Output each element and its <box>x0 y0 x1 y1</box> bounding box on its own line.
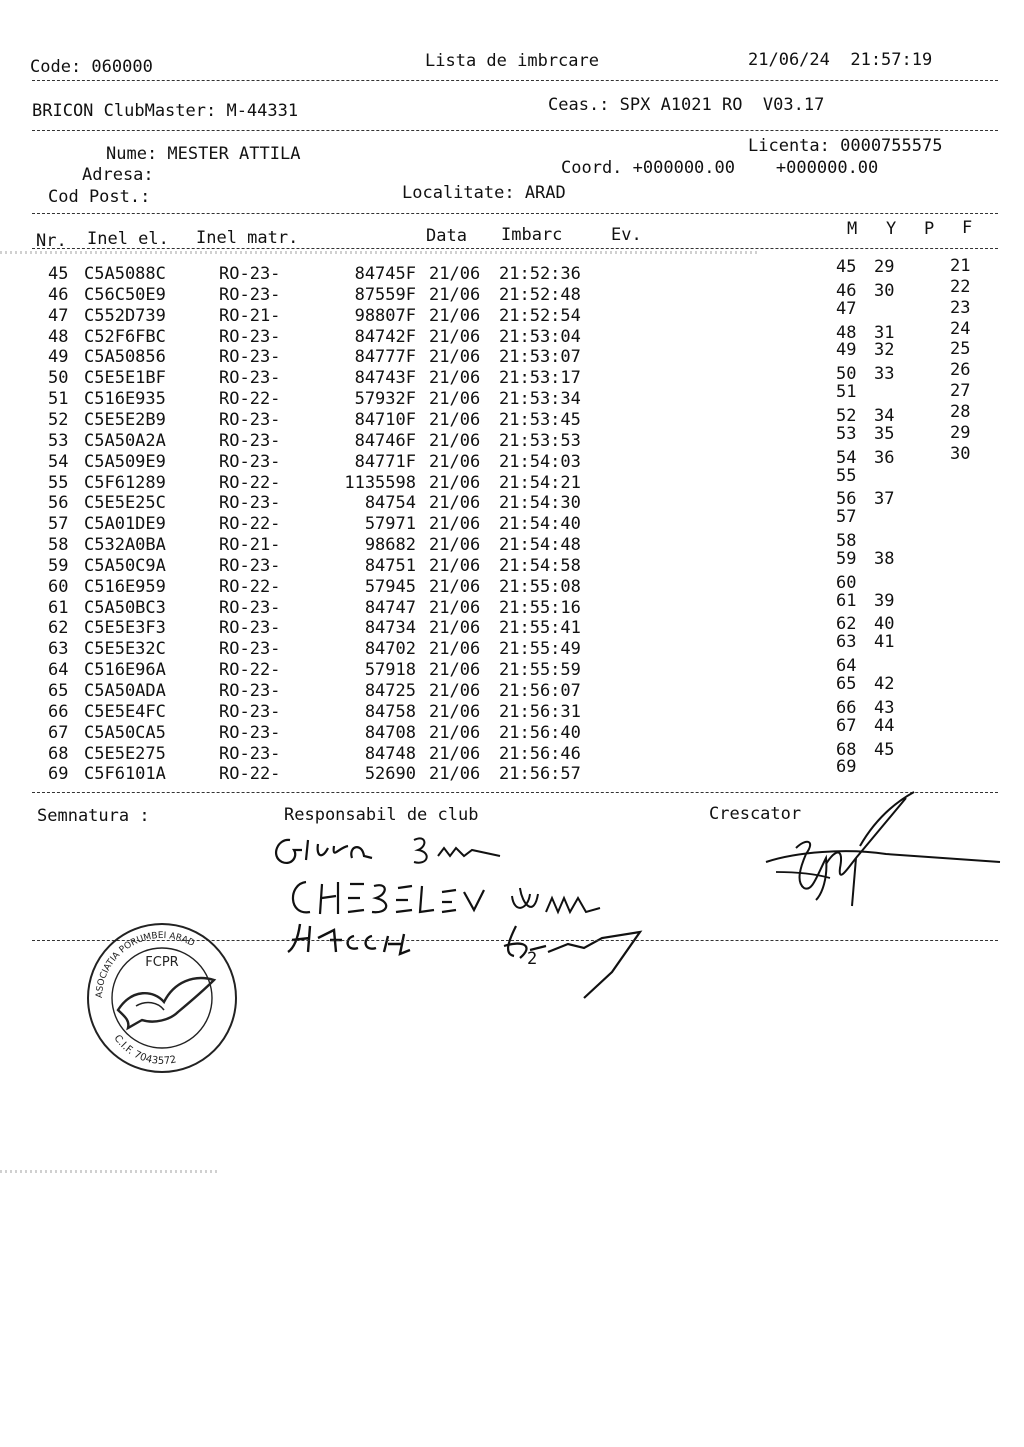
table-row <box>0 577 1024 598</box>
col-header-nr: Nr. <box>36 231 67 251</box>
cell-inel-matr: 84743F <box>354 368 416 389</box>
cell-date: 21/06 <box>429 284 481 305</box>
cell-time: 21:56:31 <box>499 701 581 722</box>
cell-time: 21:55:08 <box>499 576 581 597</box>
table-row <box>0 368 1024 389</box>
col-header-p: P <box>924 219 935 239</box>
cell-m: 49 <box>836 340 857 361</box>
stamp-center-text: FCPR <box>145 955 179 970</box>
cell-nr: 54 <box>48 451 69 472</box>
handwritten-signature-giura <box>268 826 518 872</box>
cell-inel-prefix: RO-22- <box>219 660 281 681</box>
cell-inel-el: C5A509E9 <box>84 451 166 472</box>
cell-time: 21:53:53 <box>499 430 581 451</box>
cell-inel-prefix: RO-22- <box>219 389 281 410</box>
cell-inel-prefix: RO-23- <box>219 326 281 347</box>
cell-time: 21:54:40 <box>499 514 581 535</box>
cell-m: 52 <box>836 405 857 426</box>
breeder-name: Nume: MESTER ATTILA <box>106 144 301 164</box>
cell-nr: 47 <box>48 305 69 326</box>
cell-inel-matr: 84777F <box>354 347 416 368</box>
cell-date: 21/06 <box>429 305 481 326</box>
document-title: Lista de imbrcare <box>425 51 599 71</box>
cell-nr: 49 <box>48 347 69 368</box>
cell-m: 67 <box>836 715 857 736</box>
table-row <box>0 327 1024 348</box>
cell-inel-matr: 98807F <box>354 305 416 326</box>
col-header-data: Data <box>426 226 467 246</box>
cell-time: 21:53:45 <box>499 409 581 430</box>
svg-text:C.I.F. 7043572 <box>111 1033 177 1067</box>
table-row <box>0 618 1024 639</box>
cell-date: 21/06 <box>429 264 481 284</box>
cell-nr: 46 <box>48 284 69 305</box>
table-row <box>0 514 1024 535</box>
cell-inel-matr: 1135598 <box>344 472 416 493</box>
cell-m: 64 <box>836 656 857 677</box>
cell-inel-matr: 84710F <box>354 409 416 430</box>
cell-y: 43 <box>874 697 895 718</box>
cell-y: 40 <box>874 614 895 635</box>
locality: Localitate: ARAD <box>402 183 566 203</box>
cell-m: 54 <box>836 447 857 468</box>
cell-nr: 53 <box>48 430 69 451</box>
club-master: BRICON ClubMaster: M-44331 <box>32 101 299 121</box>
cell-date: 21/06 <box>429 555 481 576</box>
table-row <box>0 702 1024 723</box>
cell-inel-el: C5A50A2A <box>84 430 166 451</box>
cell-y: 34 <box>874 405 895 426</box>
cell-nr: 61 <box>48 597 69 618</box>
cell-time: 21:56:07 <box>499 681 581 701</box>
cell-inel-el: C5A50C9A <box>84 555 166 576</box>
licence-number: Licenta: 0000755575 <box>748 136 943 156</box>
cell-inel-prefix: RO-23- <box>219 722 281 743</box>
cell-time: 21:55:49 <box>499 639 581 660</box>
cell-inel-el: C532A0BA <box>84 535 166 556</box>
cell-inel-matr: 84725 <box>364 681 416 701</box>
cell-f: 24 <box>950 318 971 339</box>
cell-y: 39 <box>874 590 895 611</box>
table-row <box>0 660 1024 681</box>
scan-noise <box>0 251 760 254</box>
cell-inel-el: C5E5E32C <box>84 639 166 660</box>
cell-inel-prefix: RO-23- <box>219 639 281 660</box>
cell-y: 30 <box>874 280 895 301</box>
cell-m: 61 <box>836 590 857 611</box>
cell-date: 21/06 <box>429 493 481 514</box>
cell-nr: 56 <box>48 493 69 514</box>
cell-time: 21:54:03 <box>499 451 581 472</box>
stamp-bottom-text: C.I.F. 7043572 <box>111 1033 178 1067</box>
cell-inel-prefix: RO-23- <box>219 618 281 639</box>
cell-m: 65 <box>836 674 857 694</box>
table-row <box>0 285 1024 306</box>
cell-inel-prefix: RO-23- <box>219 597 281 618</box>
table-row <box>0 681 1024 702</box>
cell-date: 21/06 <box>429 326 481 347</box>
cell-inel-prefix: RO-21- <box>219 535 281 556</box>
divider <box>32 80 998 81</box>
table-row <box>0 556 1024 577</box>
cell-inel-el: C5E5E25C <box>84 493 166 514</box>
print-datetime: 21/06/24 21:57:19 <box>748 50 933 70</box>
col-header-ev: Ev. <box>611 225 642 245</box>
cell-nr: 55 <box>48 472 69 493</box>
cell-inel-matr: 57932F <box>354 389 416 410</box>
table-row <box>0 473 1024 494</box>
cell-y: 31 <box>874 322 895 343</box>
cell-nr: 50 <box>48 368 69 389</box>
cell-inel-el: C5E5E2B9 <box>84 409 166 430</box>
cell-inel-el: C5E5E3F3 <box>84 618 166 639</box>
cell-inel-el: C5A5088C <box>84 264 166 284</box>
cell-nr: 58 <box>48 535 69 556</box>
cell-inel-prefix: RO-23- <box>219 681 281 701</box>
cell-date: 21/06 <box>429 764 481 785</box>
cell-inel-el: C5A01DE9 <box>84 514 166 535</box>
cell-m: 55 <box>836 465 857 486</box>
cell-date: 21/06 <box>429 618 481 639</box>
cell-time: 21:52:36 <box>499 264 581 284</box>
cell-time: 21:55:59 <box>499 660 581 681</box>
coordinates: Coord. +000000.00 +000000.00 <box>561 158 879 178</box>
page-number: 2 <box>527 949 538 969</box>
cell-inel-matr: 87559F <box>354 284 416 305</box>
cell-y: 42 <box>874 674 895 694</box>
cell-inel-matr: 57945 <box>364 576 416 597</box>
handwritten-signature-breeder <box>756 788 1006 908</box>
cell-nr: 66 <box>48 701 69 722</box>
cell-date: 21/06 <box>429 660 481 681</box>
cell-date: 21/06 <box>429 701 481 722</box>
col-header-m: M <box>847 219 858 239</box>
cell-m: 58 <box>836 531 857 552</box>
scan-noise <box>0 1170 220 1173</box>
signature-label: Semnatura : <box>37 806 150 826</box>
cell-inel-prefix: RO-23- <box>219 409 281 430</box>
cell-inel-el: C5A50856 <box>84 347 166 368</box>
cell-date: 21/06 <box>429 639 481 660</box>
cell-nr: 59 <box>48 555 69 576</box>
cell-f: 22 <box>950 276 971 297</box>
table-row <box>0 264 1024 285</box>
cell-inel-el: C52F6FBC <box>84 326 166 347</box>
cell-date: 21/06 <box>429 597 481 618</box>
cell-m: 45 <box>836 257 857 277</box>
cell-m: 60 <box>836 572 857 593</box>
clock-info: Ceas.: SPX A1021 RO V03.17 <box>548 95 825 115</box>
cell-nr: 52 <box>48 409 69 430</box>
cell-nr: 51 <box>48 389 69 410</box>
cell-m: 50 <box>836 364 857 385</box>
col-header-inel-el: Inel el. <box>87 229 169 249</box>
cell-time: 21:54:58 <box>499 555 581 576</box>
cell-nr: 67 <box>48 722 69 743</box>
cell-y: 41 <box>874 632 895 653</box>
cell-nr: 62 <box>48 618 69 639</box>
cell-nr: 64 <box>48 660 69 681</box>
cell-f: 23 <box>950 297 971 318</box>
cell-date: 21/06 <box>429 722 481 743</box>
cell-inel-matr: 84742F <box>354 326 416 347</box>
table-row <box>0 493 1024 514</box>
cell-nr: 45 <box>48 264 69 284</box>
cell-nr: 69 <box>48 764 69 785</box>
cell-inel-prefix: RO-23- <box>219 701 281 722</box>
cell-date: 21/06 <box>429 535 481 556</box>
cell-inel-el: C5A50ADA <box>84 681 166 701</box>
cell-m: 51 <box>836 382 857 403</box>
cell-inel-matr: 98682 <box>364 535 416 556</box>
cell-time: 21:56:40 <box>499 722 581 743</box>
cell-time: 21:54:21 <box>499 472 581 493</box>
cell-f: 29 <box>950 422 971 443</box>
cell-m: 48 <box>836 322 857 343</box>
table-row <box>0 347 1024 368</box>
cell-m: 46 <box>836 280 857 301</box>
cell-time: 21:54:48 <box>499 535 581 556</box>
col-header-inel-matr: Inel matr. <box>196 228 299 248</box>
cell-m: 56 <box>836 489 857 510</box>
cell-nr: 48 <box>48 326 69 347</box>
cell-inel-prefix: RO-23- <box>219 347 281 368</box>
cell-nr: 63 <box>48 639 69 660</box>
cell-inel-el: C552D739 <box>84 305 166 326</box>
cell-inel-matr: 84754 <box>364 493 416 514</box>
cell-m: 53 <box>836 423 857 444</box>
cell-inel-matr: 57918 <box>364 660 416 681</box>
table-row <box>0 744 1024 765</box>
cell-date: 21/06 <box>429 576 481 597</box>
cell-y: 37 <box>874 489 895 510</box>
association-stamp <box>84 920 240 1076</box>
cell-date: 21/06 <box>429 451 481 472</box>
divider <box>32 130 998 131</box>
cell-nr: 57 <box>48 514 69 535</box>
cell-date: 21/06 <box>429 472 481 493</box>
cell-m: 47 <box>836 298 857 319</box>
breeder-label: Crescator <box>709 804 802 824</box>
cell-f: 25 <box>950 339 971 360</box>
cell-inel-matr: 84708 <box>364 722 416 743</box>
cell-f: 26 <box>950 360 971 381</box>
cell-m: 68 <box>836 739 857 760</box>
cell-inel-prefix: RO-21- <box>219 305 281 326</box>
cell-time: 21:54:30 <box>499 493 581 514</box>
cell-date: 21/06 <box>429 430 481 451</box>
cell-y: 38 <box>874 548 895 569</box>
cell-inel-matr: 84747 <box>364 597 416 618</box>
cell-date: 21/06 <box>429 743 481 764</box>
divider <box>32 213 998 214</box>
cell-inel-prefix: RO-23- <box>219 493 281 514</box>
cell-m: 57 <box>836 507 857 528</box>
cell-date: 21/06 <box>429 368 481 389</box>
cell-y: 44 <box>874 715 895 736</box>
cell-m: 62 <box>836 614 857 635</box>
table-row <box>0 723 1024 744</box>
table-row <box>0 598 1024 619</box>
table-row <box>0 764 1024 785</box>
cell-m: 69 <box>836 757 857 778</box>
cell-inel-prefix: RO-23- <box>219 430 281 451</box>
cell-inel-el: C5A50CA5 <box>84 722 166 743</box>
cell-time: 21:55:41 <box>499 618 581 639</box>
cell-time: 21:53:17 <box>499 368 581 389</box>
cell-inel-el: C5A50BC3 <box>84 597 166 618</box>
cell-date: 21/06 <box>429 681 481 701</box>
cell-date: 21/06 <box>429 347 481 368</box>
list-code: Code: 060000 <box>30 57 153 77</box>
cell-y: 33 <box>874 364 895 385</box>
cell-inel-el: C516E959 <box>84 576 166 597</box>
table-row <box>0 306 1024 327</box>
cell-inel-matr: 84748 <box>364 743 416 764</box>
cell-f: 28 <box>950 401 971 422</box>
table-row <box>0 389 1024 410</box>
cell-inel-prefix: RO-23- <box>219 368 281 389</box>
cell-inel-prefix: RO-23- <box>219 743 281 764</box>
cell-f: 21 <box>950 256 971 276</box>
cell-inel-el: C56C50E9 <box>84 284 166 305</box>
cell-inel-el: C5F61289 <box>84 472 166 493</box>
cell-inel-el: C516E96A <box>84 660 166 681</box>
cell-date: 21/06 <box>429 409 481 430</box>
cell-inel-matr: 84702 <box>364 639 416 660</box>
cell-time: 21:53:07 <box>499 347 581 368</box>
cell-inel-prefix: RO-22- <box>219 472 281 493</box>
cell-inel-matr: 57971 <box>364 514 416 535</box>
cell-inel-matr: 84751 <box>364 555 416 576</box>
cell-nr: 60 <box>48 576 69 597</box>
table-row <box>0 410 1024 431</box>
cell-y: 32 <box>874 340 895 361</box>
cell-inel-matr: 84771F <box>354 451 416 472</box>
cell-date: 21/06 <box>429 389 481 410</box>
cell-nr: 68 <box>48 743 69 764</box>
cell-inel-prefix: RO-22- <box>219 764 281 785</box>
cell-inel-el: C516E935 <box>84 389 166 410</box>
cell-time: 21:56:46 <box>499 743 581 764</box>
cell-inel-prefix: RO-23- <box>219 284 281 305</box>
cell-inel-prefix: RO-23- <box>219 451 281 472</box>
cell-f: 27 <box>950 381 971 402</box>
cell-f: 30 <box>950 443 971 464</box>
cell-inel-el: C5E5E4FC <box>84 701 166 722</box>
cell-inel-matr: 84758 <box>364 701 416 722</box>
table-row <box>0 452 1024 473</box>
cell-inel-el: C5F6101A <box>84 764 166 785</box>
divider <box>32 248 998 249</box>
cell-time: 21:55:16 <box>499 597 581 618</box>
address-label: Adresa: <box>82 165 154 185</box>
cell-inel-prefix: RO-22- <box>219 514 281 535</box>
cell-y: 36 <box>874 447 895 468</box>
col-header-y: Y <box>886 219 897 239</box>
cell-inel-el: C5E5E1BF <box>84 368 166 389</box>
cell-m: 63 <box>836 632 857 653</box>
cell-y: 35 <box>874 423 895 444</box>
table-row <box>0 535 1024 556</box>
handwritten-signature-haccan <box>284 918 654 1008</box>
club-responsible-label: Responsabil de club <box>284 805 479 825</box>
cell-time: 21:56:57 <box>499 764 581 785</box>
cell-inel-prefix: RO-23- <box>219 264 281 284</box>
cell-y: 29 <box>874 257 895 277</box>
cell-nr: 65 <box>48 681 69 701</box>
cell-inel-prefix: RO-23- <box>219 555 281 576</box>
cell-inel-matr: 84746F <box>354 430 416 451</box>
cell-inel-matr: 84734 <box>364 618 416 639</box>
cell-time: 21:52:54 <box>499 305 581 326</box>
col-header-imbarc: Imbarc <box>501 225 563 245</box>
table-row <box>0 431 1024 452</box>
stamp-top-text: ASOCIATIA PORUMBEI ARAD <box>94 930 196 999</box>
table-row <box>0 639 1024 660</box>
cell-time: 21:53:34 <box>499 389 581 410</box>
cell-time: 21:53:04 <box>499 326 581 347</box>
cell-inel-prefix: RO-22- <box>219 576 281 597</box>
postcode-label: Cod Post.: <box>48 187 151 207</box>
cell-time: 21:52:48 <box>499 284 581 305</box>
cell-inel-matr: 52690 <box>364 764 416 785</box>
cell-m: 66 <box>836 697 857 718</box>
cell-inel-matr: 84745F <box>354 264 416 284</box>
cell-m: 59 <box>836 548 857 569</box>
cell-y: 45 <box>874 739 895 760</box>
cell-date: 21/06 <box>429 514 481 535</box>
col-header-f: F <box>962 218 973 238</box>
cell-inel-el: C5E5E275 <box>84 743 166 764</box>
